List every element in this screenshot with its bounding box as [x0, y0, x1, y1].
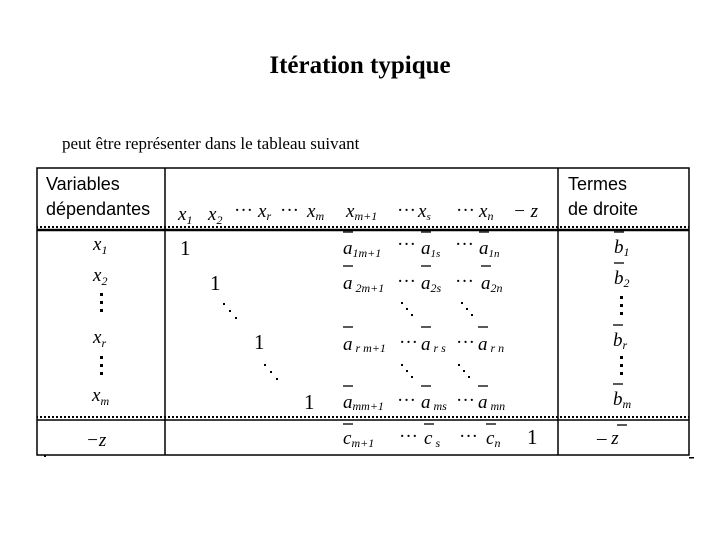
objective-value: – z [597, 428, 619, 449]
ellipsis: ··· [234, 200, 253, 221]
ellipsis: ··· [455, 271, 474, 292]
objective-row-label: −z [86, 430, 107, 451]
ellipsis: ··· [397, 234, 416, 255]
coefficient-row-r [343, 327, 504, 355]
coefficient: a1m+1 [343, 238, 382, 260]
reduced-cost: cm+1 [343, 428, 375, 450]
identity-one: 1 [254, 330, 265, 354]
diagonal-dots [401, 364, 470, 378]
coefficient: a1n [479, 238, 500, 260]
coefficient: a r m+1 [343, 334, 386, 355]
rhs-value: bm [613, 389, 632, 411]
column-variable: − z [513, 201, 538, 222]
row-variable: $x_1$ [93, 234, 108, 257]
diagonal-dots [223, 303, 278, 380]
identity-one: 1 [180, 236, 191, 260]
coefficient: a r s [421, 334, 446, 355]
reduced-cost: cn [486, 428, 501, 450]
ellipsis: ··· [456, 200, 475, 221]
ellipsis: ··· [399, 426, 418, 447]
column-variable: xs [418, 201, 431, 223]
corner-mark [689, 457, 694, 459]
objective-coefficient-one: 1 [527, 425, 538, 449]
coefficient: a1s [421, 238, 441, 260]
slide-title: Itération typique [269, 52, 451, 79]
coefficient-row-1 [343, 232, 500, 260]
coefficient-row-2 [343, 266, 503, 295]
column-variable: xn [479, 201, 494, 223]
diagonal-dots [401, 302, 473, 316]
column-variable: xm [307, 201, 325, 223]
row-variable: $x_r$ [93, 327, 107, 350]
column-variable: xr [258, 201, 272, 223]
corner-mark [44, 455, 46, 457]
ellipsis: ··· [397, 271, 416, 292]
coefficient: a ms [421, 392, 447, 413]
identity-one: 1 [210, 271, 221, 295]
column-variable: $x_1$ [178, 204, 193, 227]
coefficient: a2n [481, 273, 503, 295]
rhs-value: br [613, 330, 628, 352]
dotted-rule [37, 226, 689, 228]
ellipsis: ··· [456, 390, 475, 411]
ellipsis: ··· [397, 200, 416, 221]
ellipsis: ··· [455, 234, 474, 255]
row-variables [86, 234, 109, 451]
coefficient: a r n [478, 334, 505, 355]
identity-block [180, 236, 315, 414]
ellipsis: ··· [459, 426, 478, 447]
column-variables [177, 200, 539, 227]
row-variable: $x_2$ [93, 265, 108, 288]
rhs-value: b2 [614, 268, 630, 290]
ellipsis: ··· [280, 200, 299, 221]
dotted-rule [37, 416, 689, 418]
identity-one: 1 [304, 390, 315, 414]
ellipsis: ··· [397, 390, 416, 411]
ellipsis: ··· [399, 332, 418, 353]
reduced-cost-row [343, 424, 538, 450]
column-variable: xm+1 [346, 201, 378, 223]
header-right-line1: Termes [568, 174, 628, 194]
column-variable: $x_2$ [208, 204, 223, 227]
coefficient: a 2m+1 [343, 273, 385, 295]
rhs-value: b1 [614, 237, 630, 259]
coefficient: a mn [478, 392, 506, 413]
coefficient: amm+1 [343, 392, 384, 413]
reduced-cost: c s [424, 428, 441, 450]
ellipsis: ··· [456, 332, 475, 353]
slide-subtitle: peut être représenter dans le tableau suivant [62, 134, 360, 153]
header-left-line2: dépendantes [46, 199, 151, 219]
row-variable: $x_m$ [92, 385, 110, 408]
coefficient-row-m [343, 386, 505, 413]
header-left-line1: Variables [46, 174, 120, 194]
header-right-line2: de droite [568, 199, 639, 219]
coefficient: a2s [421, 273, 442, 295]
